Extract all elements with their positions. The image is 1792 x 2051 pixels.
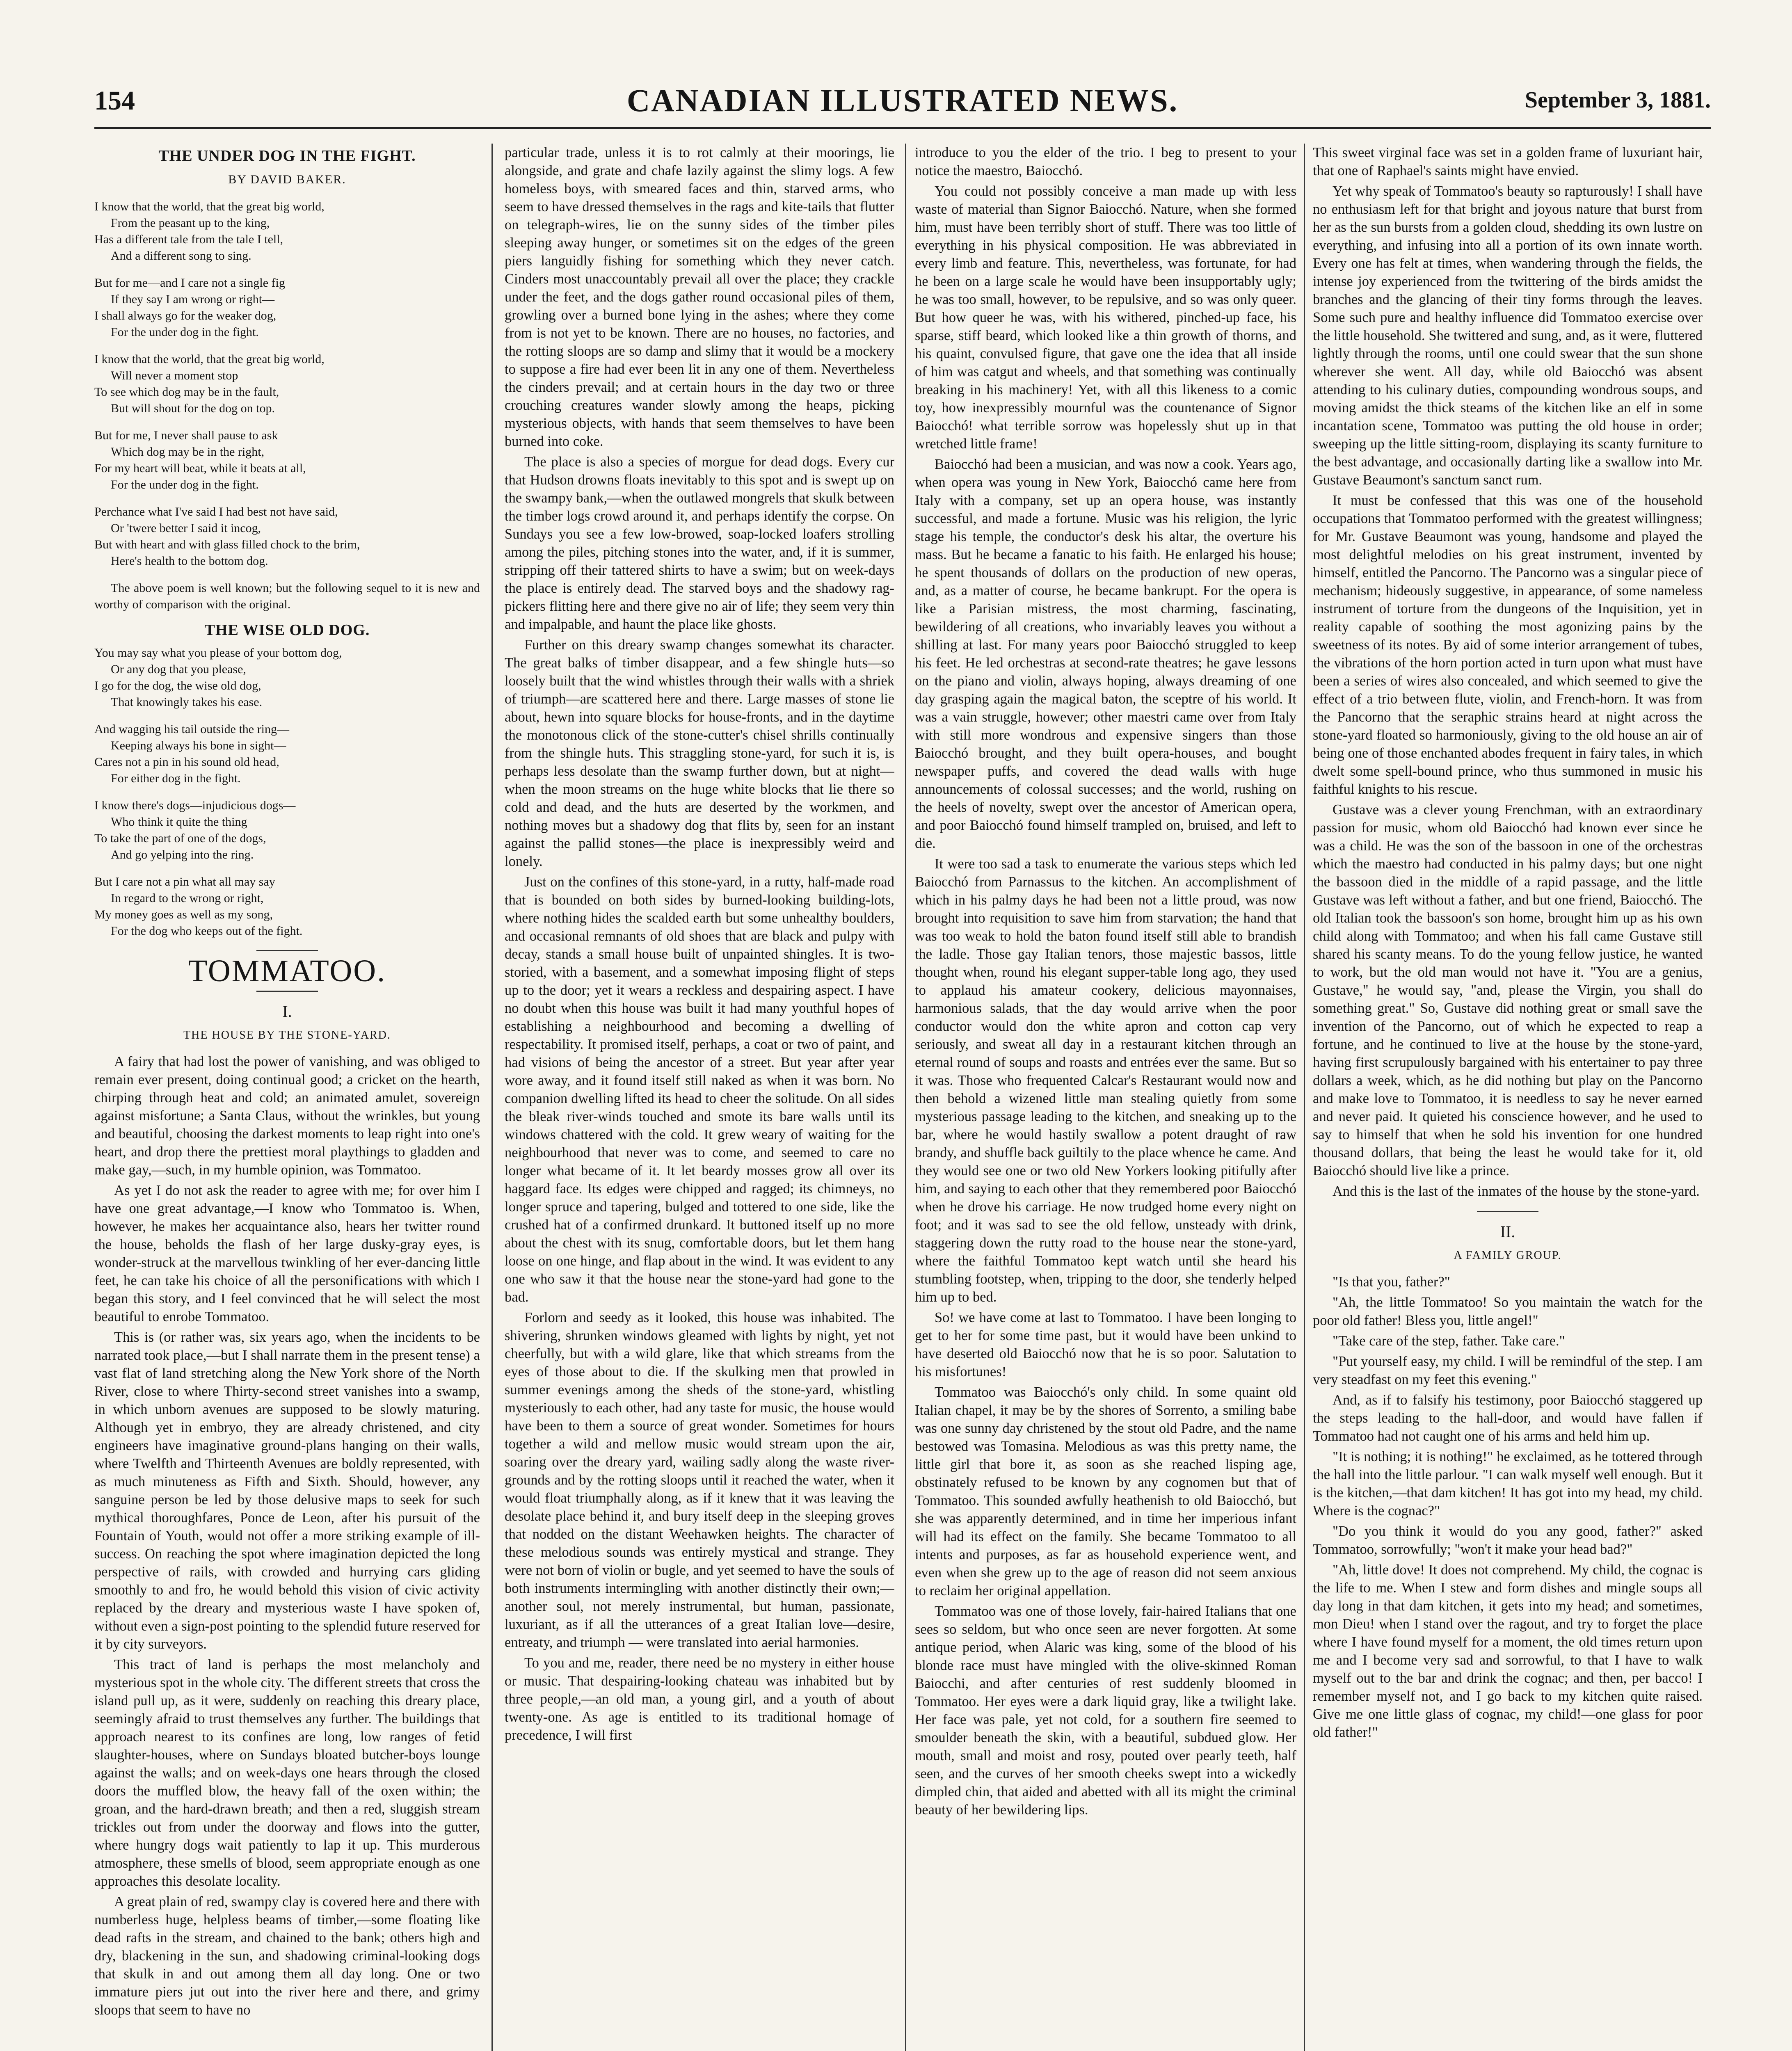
article-paragraph: "Put yourself easy, my child. I will be remindful of the step. I am very steadfast on my feet this evening." <box>1313 1354 1703 1387</box>
article-paragraph: You could not possibly conceive a man made up with less waste of material than Signor Baiocchó. Nature, when she formed him, must have been terribly short of stuff. There was too little of everything in his physical composition. He was abbreviated in every limb and feature. This, nevertheless, was fortunate, for had he been on a large scale he would have been insupportably ugly; he was too small, however, to be repulsive, and so was only queer. But how queer he was, with his withered, pinched-up face, his sparse, stiff beard, which looked like a thin growth of thorns, and his quaint, convulsed figure, that gave one the idea that all inside of him was catgut and wheels, and that something was continually breaking in his machinery! Yet, with all this likeness to a comic toy, how inexpressibly mournful was the countenance of Signor Baiocchó! what terrible sorrow was hopelessly shut up in that wretched little frame! <box>915 183 1296 452</box>
article-paragraph: "Is that you, father?" <box>1333 1274 1450 1290</box>
poem-stanza: I know that the world, that the great big world, From the peasant up to the king, Has a different tale from the tale I tell, And a different song to sing. <box>94 200 325 263</box>
article-paragraph: A fairy that had lost the power of vanishing, and was obliged to remain ever present, doing continual good; a cricket on the hearth, chirping through heat and cold; an animated amulet, sovereign against misfortune; a Santa Claus, without the wrinkles, but young and beautiful, choosing the darkest moments to leap right into one's heart, and drop there the prettiest moral playthings to gladden and make gay,—such, in my humble opinion, was Tommatoo. <box>94 1054 480 1178</box>
article-paragraph: This is (or rather was, six years ago, when the incidents to be narrated took place,—but I shall narrate them in the present tense) a vast flat of land stretching along the New York shore of the North River, close to where Thirty-second street vanishes into a swamp, in which unborn avenues are supposed to be slowly maturing. Although yet in embryo, they are already christened, and city engineers have imaginative ground-plans hanging on their walls, where Twelfth and Thirteenth Avenues are boldly represented, with as much minuteness as Fifth and Sixth. Should, however, any sanguine person be led by those delusive maps to seek for such mythical thoroughfares, Ponce de Leon, after his pursuit of the Fountain of Youth, would not offer a more striking example of ill-success. On reaching the spot where imagination depicted the long perspective of rails, with crowded and hurrying cars gliding smoothly to and fro, he would behold this vision of civic activity replaced by the dreary and mysterious waste I have spoken of, without even a sign-post pointing to the splendid future reserved for it by city surveyors. <box>94 1329 480 1652</box>
chapter-number: II. <box>1500 1222 1515 1241</box>
article-paragraph: Further on this dreary swamp changes somewhat its character. The great balks of timber disappear, and a few shingle huts—so loosely built that the wind whistles through their walls with a shriek of triumph—are scattered here and there. Large masses of stone lie about, hewn into square blocks for house-fronts, and in the daytime the monotonous click of the stone-cutter's chisel shrills continually from the shingle huts. This straggling stone-yard, for such it is, is perhaps less desolate than the swamp further down, but at night—when the moon streams on the huge white blocks that lie there so cold and dead, and the huts are deserted by the workmen, and nothing moves but a shadowy dog that flits by, seen for an instant against the pallid stones—the place is inexpressibly weird and lonely. <box>505 637 894 869</box>
chapter-number: I. <box>282 1002 292 1021</box>
article-paragraph: Tommatoo was one of those lovely, fair-haired Italians that one sees so seldom, but who once seen are never forgotten. At some antique period, when Alaric was king, some of the blood of his blonde race must have mingled with the olive-skinned Roman Baiocchi, and after centuries of rest suddenly bloomed in Tommatoo. Her eyes were a dark liquid gray, like a twilight lake. Her face was pale, yet not cold, for a southern fire seemed to smoulder beneath the skin, with a beautiful, subdued glow. Her mouth, small and moist and rosy, pouted over pearly teeth, half seen, and the curves of her smooth cheeks swept into a wickedly dimpled chin, that aided and abetted with all its might the criminal beauty of her bewildering lips. <box>915 1603 1296 1818</box>
column-divider <box>1304 144 1305 2051</box>
article-paragraph: To you and me, reader, there need be no mystery in either house or music. That despairing-looking chateau was inhabited but by three people,—an old man, a young girl, and a youth of about twenty-one. As age is entitled to its traditional homage of precedence, I will first <box>505 1655 894 1743</box>
article-paragraph: Baiocchó had been a musician, and was now a cook. Years ago, when opera was young in New York, Baiocchó came here from Italy with a company, set up an opera house, was instantly successful, and made a fortune. Music was his religion, the lyric stage his temple, the conductor's desk his altar, the overture his mass. But he became a fanatic to his faith. He enlarged his house; he spent thousands of dollars on the production of new operas, and, as a matter of course, he became bankrupt. For the opera is like a Parisian mistress, the most charming, fascinating, bewildering of all creations, who invariably leaves you without a shilling at last. For many years poor Baiocchó struggled to keep his feet. He led orchestras at second-rate theatres; he gave lessons on the piano and violin, always hoping, always dreaming of one day grasping again the magical baton, the sceptre of his world. It was a vain struggle, however; other maestri came over from Italy with still more wondrous and expensive singers than those Baiocchó brought, and they built opera-houses, and bought newspaper puffs, and covered the dead walls with huge announcements of colossal successes; and the world, rushing on the heels of novelty, swept over the ancestor of American opera, and poor Baiocchó found himself trampled on, bruised, and left to die. <box>915 457 1296 851</box>
poem-stanza: Perchance what I've said I had best not have said, Or 'twere better I said it incog, But with heart and with glass filled chock to the brim, Here's health to the bottom dog. <box>94 505 360 568</box>
article-paragraph: And, as if to falsify his testimony, poor Baiocchó staggered up the steps leading to the hall-door, and would have fallen if Tommatoo had not caught one of his arms and held him up. <box>1313 1392 1703 1444</box>
article-paragraph: Forlorn and seedy as it looked, this house was inhabited. The shivering, shrunken windows gleamed with lights by night, yet not cheerfully, but with a wild glare, like that which streams from the eyes of those about to die. If the skulking men that prowled in summer evenings among the sheds of the stone-yard, whistling mysteriously to each other, had any taste for music, the house would have been to them a source of great wonder. Sometimes for hours together a wild and mellow music would stream upon the air, soaring over the dreary yard, wailing sadly along the waste river-grounds and by the rotting sloops until it reached the water, when it would float triumphally along, as if it knew that it was leaving the desolate place behind it, and bury itself deep in the sleeping groves that nodded on the distant Weehawken heights. The character of these melodious sounds was entirely mystical and strange. They were not born of violin or bugle, and yet seemed to have the souls of both instruments intermingling with another distinctly their own;—another soul, not merely instrumental, but human, passionate, luxuriant, as if all the utterances of a great Italian love—desire, entreaty, and triumph — were translated into aerial harmonies. <box>505 1310 894 1650</box>
page-number: 154 <box>94 86 135 116</box>
column-1 <box>94 144 480 2051</box>
poem-stanza: But for me, I never shall pause to ask Which dog may be in the right, For my heart will beat, while it beats at all, For the under dog in the fight. <box>94 429 306 491</box>
issue-date: September 3, 1881. <box>1525 87 1711 113</box>
article-paragraph: "Do you think it would do you any good, father?" asked Tommatoo, sorrowfully; "won't it make your head bad?" <box>1313 1523 1703 1557</box>
article-paragraph: As yet I do not ask the reader to agree with me; for over him I have one great advantage,—I know who Tommatoo is. When, however, he makes her acquaintance also, hears her twitter round the house, beholds the flash of her large dusky-gray eyes, is wonder-struck at the marvellous twinkling of her ever-dancing little feet, he can take his choice of all the personifications with which I began this story, and I feel convinced that he will select the most beautiful to enrobe Tommatoo. <box>94 1183 480 1325</box>
article-paragraph: So! we have come at last to Tommatoo. I have been longing to get to her for some time past, but it would have been unkind to have deserted old Baiocchó now that he is so poor. Salutation to his misfortunes! <box>915 1310 1296 1380</box>
article-paragraph: It were too sad a task to enumerate the various steps which led Baiocchó from Parnassus to the kitchen. An accomplishment of which in his palmy days he had been not a little proud, was now brought into requisition to save him from starvation; the hand that was too weak to hold the baton found itself still able to brandish the ladle. Those gay Italian tenors, those majestic bassos, little thought when, round his elegant supper-table long ago, they used to applaud his amateur cookery, delicious mayonnaises, harmonious salads, that the day would arrive when the poor conductor would don the white apron and cotton cap very seriously, and sweat all day in a restaurant kitchen through an eternal round of soups and roasts and entrées ever the same. But so it was. Those who frequented Calcar's Restaurant would now and then behold a wizened little man stealing quietly from some mysterious passage leading to the kitchen, and sneaking up to the bar, where he would hastily swallow a potent draught of raw brandy, and shuffle back guiltily to the place whence he came. And they would see one or two old New Yorkers looking pitifully after him, and saying to each other that they remembered poor Baiocchó when he drove his carriage. He now trudged home every night on foot; and it was sad to see the old fellow, unsteady with drink, staggering down the rutty road to the house near the stone-yard, where the faithful Tommatoo kept watch until she heard his stumbling footstep, when, tripping to the door, she tenderly helped him up to bed. <box>915 856 1296 1305</box>
poem-stanza: And wagging his tail outside the ring— Keeping always his bone in sight— Cares not a pin in his sound old head, For either dog in the fight. <box>94 722 289 785</box>
article-paragraph: It must be confessed that this was one of the household occupations that Tommatoo performed with the greatest willingness; for Mr. Gustave Beaumont was young, handsome and played the most delightful melodies on his great instrument, invented by himself, entitled the Pancorno. The Pancorno was a singular piece of mechanism; hideously suggestive, in appearance, of some nameless instrument of torture from the dungeons of the Inquisition, yet in reality capable of soothing the most agonizing pains by the sweetness of its notes. By aid of some interior arrangement of tubes, the vibrations of the horn portion acted in turn upon what must have been a series of wires also concealed, and which seemed to give the effect of a trio between flute, violin, and French-horn. It was from the Pancorno that the seraphic strains heard at night across the stone-yard floated so harmoniously, giving to the old house an air of being one of those enchanted abodes frequent in fairy tales, in which dwelt some spell-bound prince, who thus summoned in music his faithful knights to his rescue. <box>1313 493 1703 797</box>
article-paragraph: particular trade, unless it is to rot calmly at their moorings, lie alongside, and grate and chafe lazily against the slimy logs. A few homeless boys, with smeared faces and thin, starved arms, who seem to have dressed themselves in the rags and kite-tails that flutter on telegraph-wires, lie on the sunny sides of the timber piles sleeping away hunger, or sometimes sit on the edges of the green piers languidly fishing for something which they never catch. Cinders most unaccountably prevail all over the place; they crackle under the feet, and the dogs gather round occasional piles of them, growling over a burned bone lying in the ashes; where they come from is not yet to be known. There are no houses, no factories, and the rotting sloops are so damp and slimy that it would be a mockery to suppose a fire had ever been lit in any one of them. Nevertheless the cinders prevail; and at certain hours in the day two or three crouching creatures wander slowly among the heaps, picking mysterious objects, with hands that seem themselves to have been burned into coke. <box>505 145 894 449</box>
section-divider <box>256 950 318 951</box>
poem-stanza: I know there's dogs—injudicious dogs— Who think it quite the thing To take the part of one of the dogs, And go yelping into the ring. <box>94 799 296 861</box>
newspaper-title: CANADIAN ILLUSTRATED NEWS. <box>626 82 1179 118</box>
chapter-title: A FAMILY GROUP. <box>1454 1249 1562 1262</box>
column-divider <box>905 144 906 2051</box>
column-4 <box>1313 144 1703 2051</box>
article-paragraph: "It is nothing; it is nothing!" he exclaimed, as he tottered through the hall into the little parlour. "I can walk myself well enough. But it is the kitchen,—that dam kitchen! It has got into my head, my child. Where is the cognac?" <box>1313 1449 1703 1519</box>
editor-note: The above poem is well known; but the following sequel to it is new and worthy of comparison with the original. <box>94 581 480 611</box>
article-paragraph: "Ah, little dove! It does not comprehend. My child, the cognac is the life to me. When I stew and form dishes and mingle soups all day long in that dam kitchen, it gets into my head; and sometimes, mon Dieu! when I stand over the ragout, and try to forget the place where I have found myself for a moment, the old times return upon me and I become very sad and sorrowful, to that I have to walk myself out to the bar and drink the cognac; and then, per bacco! I remember myself not, and I go back to my kitchen quite raised. Give me one little glass of cognac, my child!—one glass for poor old father!" <box>1313 1562 1703 1740</box>
poem-stanza: I know that the world, that the great big world, Will never a moment stop To see which dog may be in the fault, But will shout for the dog on top. <box>94 352 325 415</box>
story-title: TOMMATOO. <box>188 954 386 988</box>
article-paragraph: "Take care of the step, father. Take care." <box>1333 1333 1565 1349</box>
article-paragraph: This tract of land is perhaps the most melancholy and mysterious spot in the whole city. The different streets that cross the island pull up, as it were, suddenly on reaching this dreary place, seemingly afraid to trust themselves any further. The buildings that approach nearest to its confines are long, low ranges of fetid slaughter-houses, where on Sundays bloated butcher-boys lounge against the walls; and on week-days one hears through the closed doors the muffled blow, the heavy fall of the oxen within; the groan, and the hard-drawn breath; and then a red, sluggish stream trickles out from under the doorway and flows into the gutter, where hungry dogs wait patiently to lap it up. This murderous atmosphere, these smells of blood, seem appropriate enough as one approaches this desolate locality. <box>94 1657 480 1889</box>
poem-stanza: But for me—and I care not a single fig If they say I am wrong or right— I shall always go for the weaker dog, For the under dog in the fight. <box>94 276 285 339</box>
column-divider <box>491 144 493 2051</box>
chapter-title: THE HOUSE BY THE STONE-YARD. <box>183 1029 391 1041</box>
article-paragraph: A great plain of red, swampy clay is covered here and there with numberless huge, helpless beams of timber,—some floating like dead rafts in the stream, and chained to the bank; others high and dry, blackening in the sun, and shadowing criminal-looking dogs that skulk in and out among them all day long. One or two immature piers jut out into the river here and there, and grimy sloops that seem to have no <box>94 1894 480 2018</box>
article-paragraph: And this is the last of the inmates of the house by the stone-yard. <box>1333 1183 1700 1199</box>
column-2 <box>505 144 894 2051</box>
article-paragraph: Tommatoo was Baiocchó's only child. In some quaint old Italian chapel, it may be by the shores of Sorrento, a smiling babe was one sunny day christened by the stout old Padre, and the name bestowed was Tomasina. Melodious as was this pretty name, the little girl that bore it, as soon as she reached lisping age, obstinately refused to be known by any cognomen but that of Tommatoo. This sounded awfully heathenish to old Baiocchó, but she was apparently determined, and in time her imperious infant will had its effect on the family. She became Tommatoo to all intents and purposes, as far as household experience went, and even when she grew up to the age of reason did not seem anxious to reclaim her original appellation. <box>915 1384 1296 1599</box>
poem-stanza: But I care not a pin what all may say In regard to the wrong or right, My money goes as well as my song, For the dog who keeps out of the fight. <box>94 875 303 938</box>
article-paragraph: Yet why speak of Tommatoo's beauty so rapturously! I shall have no enthusiasm left for that bright and joyous nature that burst from her as the sun bursts from a golden cloud, shedding its own lustre on everything, and infusing into all a portion of its own innate worth. Every one has felt at times, when wandering through the fields, the intense joy experienced from the twittering of the birds amidst the branches and the glancing of their tiny forms through the leaves. Some such pure and healthy influence did Tommatoo exercise over the little household. She twittered and sung, and, as it were, fluttered lightly through the rooms, until one could swear that the sun shone wherever she went. All day, while old Baiocchó was absent attending to his culinary duties, compounding wondrous soups, and moving amidst the thick steams of the kitchen like an elf in some incantation scene, Tommatoo was putting the old house in order; sweeping up the little sitting-room, displaying its scanty furniture to the best advantage, and occasionally darting like a swallow into Mr. Gustave Beaumont's sanctum sanct rum. <box>1313 183 1703 488</box>
page-header <box>94 78 1711 129</box>
article-paragraph: The place is also a species of morgue for dead dogs. Every cur that Hudson drowns floats inevitably to this spot and is swept up on the swampy bank,—when the outlawed mongrels that skulk between the timber logs crowd around it, and perhaps identify the corpse. On Sundays you see a few low-browed, soap-locked loafers strolling among the piles, pitching stones into the water, and, if it is summer, stripping off their tattered shirts to have a swim; but on week-days the place is entirely dead. The starved boys and the shadowy rag-pickers flitting here and there give no air of life; they seem very thin and impalpable, and haunt the place like ghosts. <box>505 454 894 632</box>
article-paragraph: Just on the confines of this stone-yard, in a rutty, half-made road that is bounded on both sides by burned-looking building-lots, where nothing hides the scalded earth but some unhealthy boulders, and occasional remnants of old shoes that are black and pulpy with decay, stands a small house built of unpainted shingles. It is two-storied, with a basement, and a somewhat imposing flight of steps up to the door; yet it wears a reckless and despairing aspect. I have no doubt when this house was built it had many youthful hopes of establishing a neighbourhood and becoming a dwelling of respectability. It promised itself, perhaps, a coat or two of paint, and had visions of being the ancestor of a street. But year after year wore away, and it found itself still naked as when it was born. No companion dwelling lifted its head to cheer the solitude. On all sides the bleak river-winds touched and smote its bare walls until its windows chattered with the cold. It grew weary of waiting for the neighbourhood that never was to come, and seemed to care no longer what became of it. It let beardy mosses grow all over its haggard face. Its edges were chipped and ragged; its chimneys, no longer spruce and tapering, bulged and tottered to one side, like the crushed hat of a confirmed drunkard. It buttoned itself up no more about the chest with its snug, comfortable doors, but let them hang loose on one hinge, and flap about in the wind. It was evident to any one who saw it that the house near the stone-yard had gone to the bad. <box>505 874 894 1305</box>
poem-title: THE UNDER DOG IN THE FIGHT. <box>158 147 416 164</box>
article-paragraph: "Ah, the little Tommatoo! So you maintain the watch for the poor old father! Bless you, little angel!" <box>1313 1295 1703 1328</box>
poem-stanza: You may say what you please of your bottom dog, Or any dog that you please, I go for the dog, the wise old dog, That knowingly takes his ease. <box>94 646 342 709</box>
section-divider <box>256 991 318 992</box>
article-paragraph: Gustave was a clever young Frenchman, with an extraordinary passion for music, whom old Baiocchó had known ever since he was a child. He was the son of the bassoon in one of the orchestras which the maestro had conducted in his palmy days; but one night the bassoon died in the middle of a rapid passage, and the little Gustave was left without a father, and but one friend, Baiocchó. The old Italian took the bassoon's son home, brought him up as his own child along with Tommatoo; and when his fall came Gustave still shared his scanty means. To do the young fellow justice, he wanted to work, but the old man would not have it. "You are a genius, Gustave," he would say, "and, please the Virgin, you shall do something great." So, Gustave did nothing great or small save the invention of the Pancorno, out of which he expected to reap a fortune, and he continued to live at the house by the stone-yard, having first scrupulously bargained with his entertainer to pay three dollars a week, which, as he did nothing but play on the Pancorno and make love to Tommatoo, it is needless to say he never earned and never paid. It quieted his conscience however, and he used to say to himself that when he sold his invention for one hundred thousand dollars, that being the least he would take for it, old Baiocchó should live like a prince. <box>1313 802 1703 1179</box>
poem-title: THE WISE OLD DOG. <box>204 621 370 639</box>
column-3 <box>915 144 1296 2051</box>
article-paragraph: This sweet virginal face was set in a golden frame of luxuriant hair, that one of Raphael's saints might have envied. <box>1313 145 1703 178</box>
article-paragraph: introduce to you the elder of the trio. I beg to present to your notice the maestro, Baiocchó. <box>915 145 1296 178</box>
section-divider <box>1477 1211 1538 1212</box>
poem-author: BY DAVID BAKER. <box>228 173 346 186</box>
